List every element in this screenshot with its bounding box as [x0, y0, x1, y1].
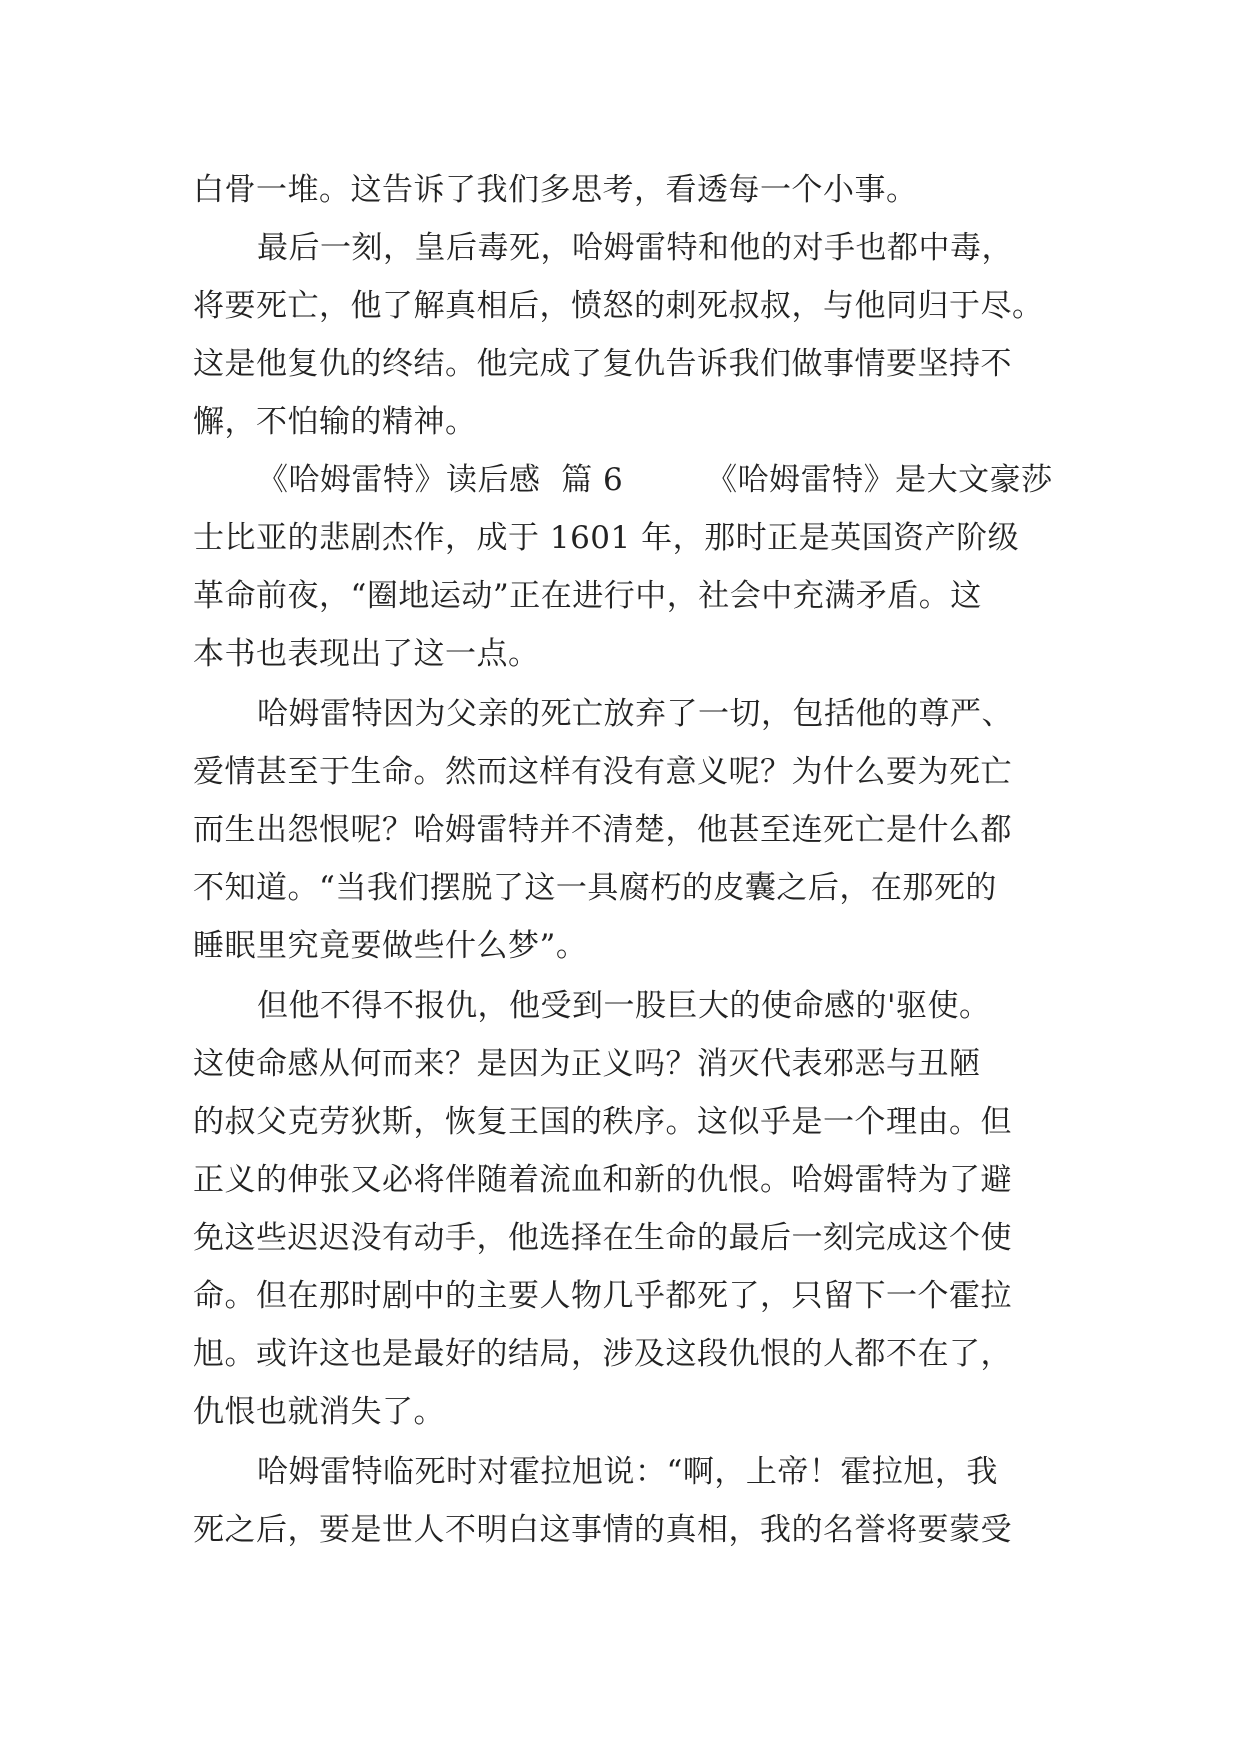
text-line: 哈姆雷特临死时对霍拉旭说：“啊，上帝！霍拉旭，我: [257, 1454, 998, 1490]
text-line: 不知道。“当我们摆脱了这一具腐朽的皮囊之后，在那死的: [193, 870, 997, 906]
text-line: 爱情甚至于生命。然而这样有没有意义呢？为什么要为死亡: [193, 754, 1012, 790]
text-line: 哈姆雷特因为父亲的死亡放弃了一切，包括他的尊严、: [257, 696, 1013, 732]
text-line: 正义的伸张又必将伴随着流血和新的仇恨。哈姆雷特为了避: [193, 1162, 1012, 1198]
text-line: 睡眠里究竟要做些什么梦”。: [193, 928, 588, 964]
text-line: 这使命感从何而来？是因为正义吗？消灭代表邪恶与丑陋: [193, 1046, 981, 1082]
text-line: 《哈姆雷特》读后感 篇 6 《哈姆雷特》是大文豪莎: [257, 462, 1053, 498]
text-line: 而生出怨恨呢？哈姆雷特并不清楚，他甚至连死亡是什么都: [193, 812, 1012, 848]
text-line: 仇恨也就消失了。: [193, 1394, 445, 1430]
text-line: 但他不得不报仇，他受到一股巨大的使命感的'驱使。: [257, 988, 991, 1024]
text-line: 的叔父克劳狄斯，恢复王国的秩序。这似乎是一个理由。但: [193, 1104, 1012, 1140]
text-line: 懈，不怕输的精神。: [193, 404, 477, 440]
text-line: 将要死亡，他了解真相后，愤怒的刺死叔叔，与他同归于尽。: [193, 288, 1044, 324]
text-line: 白骨一堆。这告诉了我们多思考，看透每一个小事。: [193, 172, 918, 208]
text-line: 最后一刻，皇后毒死，哈姆雷特和他的对手也都中毒，: [257, 230, 1013, 266]
text-line: 这是他复仇的终结。他完成了复仇告诉我们做事情要坚持不: [193, 346, 1012, 382]
text-line: 旭。或许这也是最好的结局，涉及这段仇恨的人都不在了，: [193, 1336, 1012, 1372]
text-line: 命。但在那时剧中的主要人物几乎都死了，只留下一个霍拉: [193, 1278, 1012, 1314]
text-line: 免这些迟迟没有动手，他选择在生命的最后一刻完成这个使: [193, 1220, 1012, 1256]
text-line: 本书也表现出了这一点。: [193, 636, 540, 672]
text-line: 士比亚的悲剧杰作，成于 1601 年，那时正是英国资产阶级: [193, 520, 1020, 556]
text-line: 革命前夜，“圈地运动”正在进行中，社会中充满矛盾。这: [193, 578, 982, 614]
text-line: 死之后，要是世人不明白这事情的真相，我的名誉将要蒙受: [193, 1512, 1012, 1548]
